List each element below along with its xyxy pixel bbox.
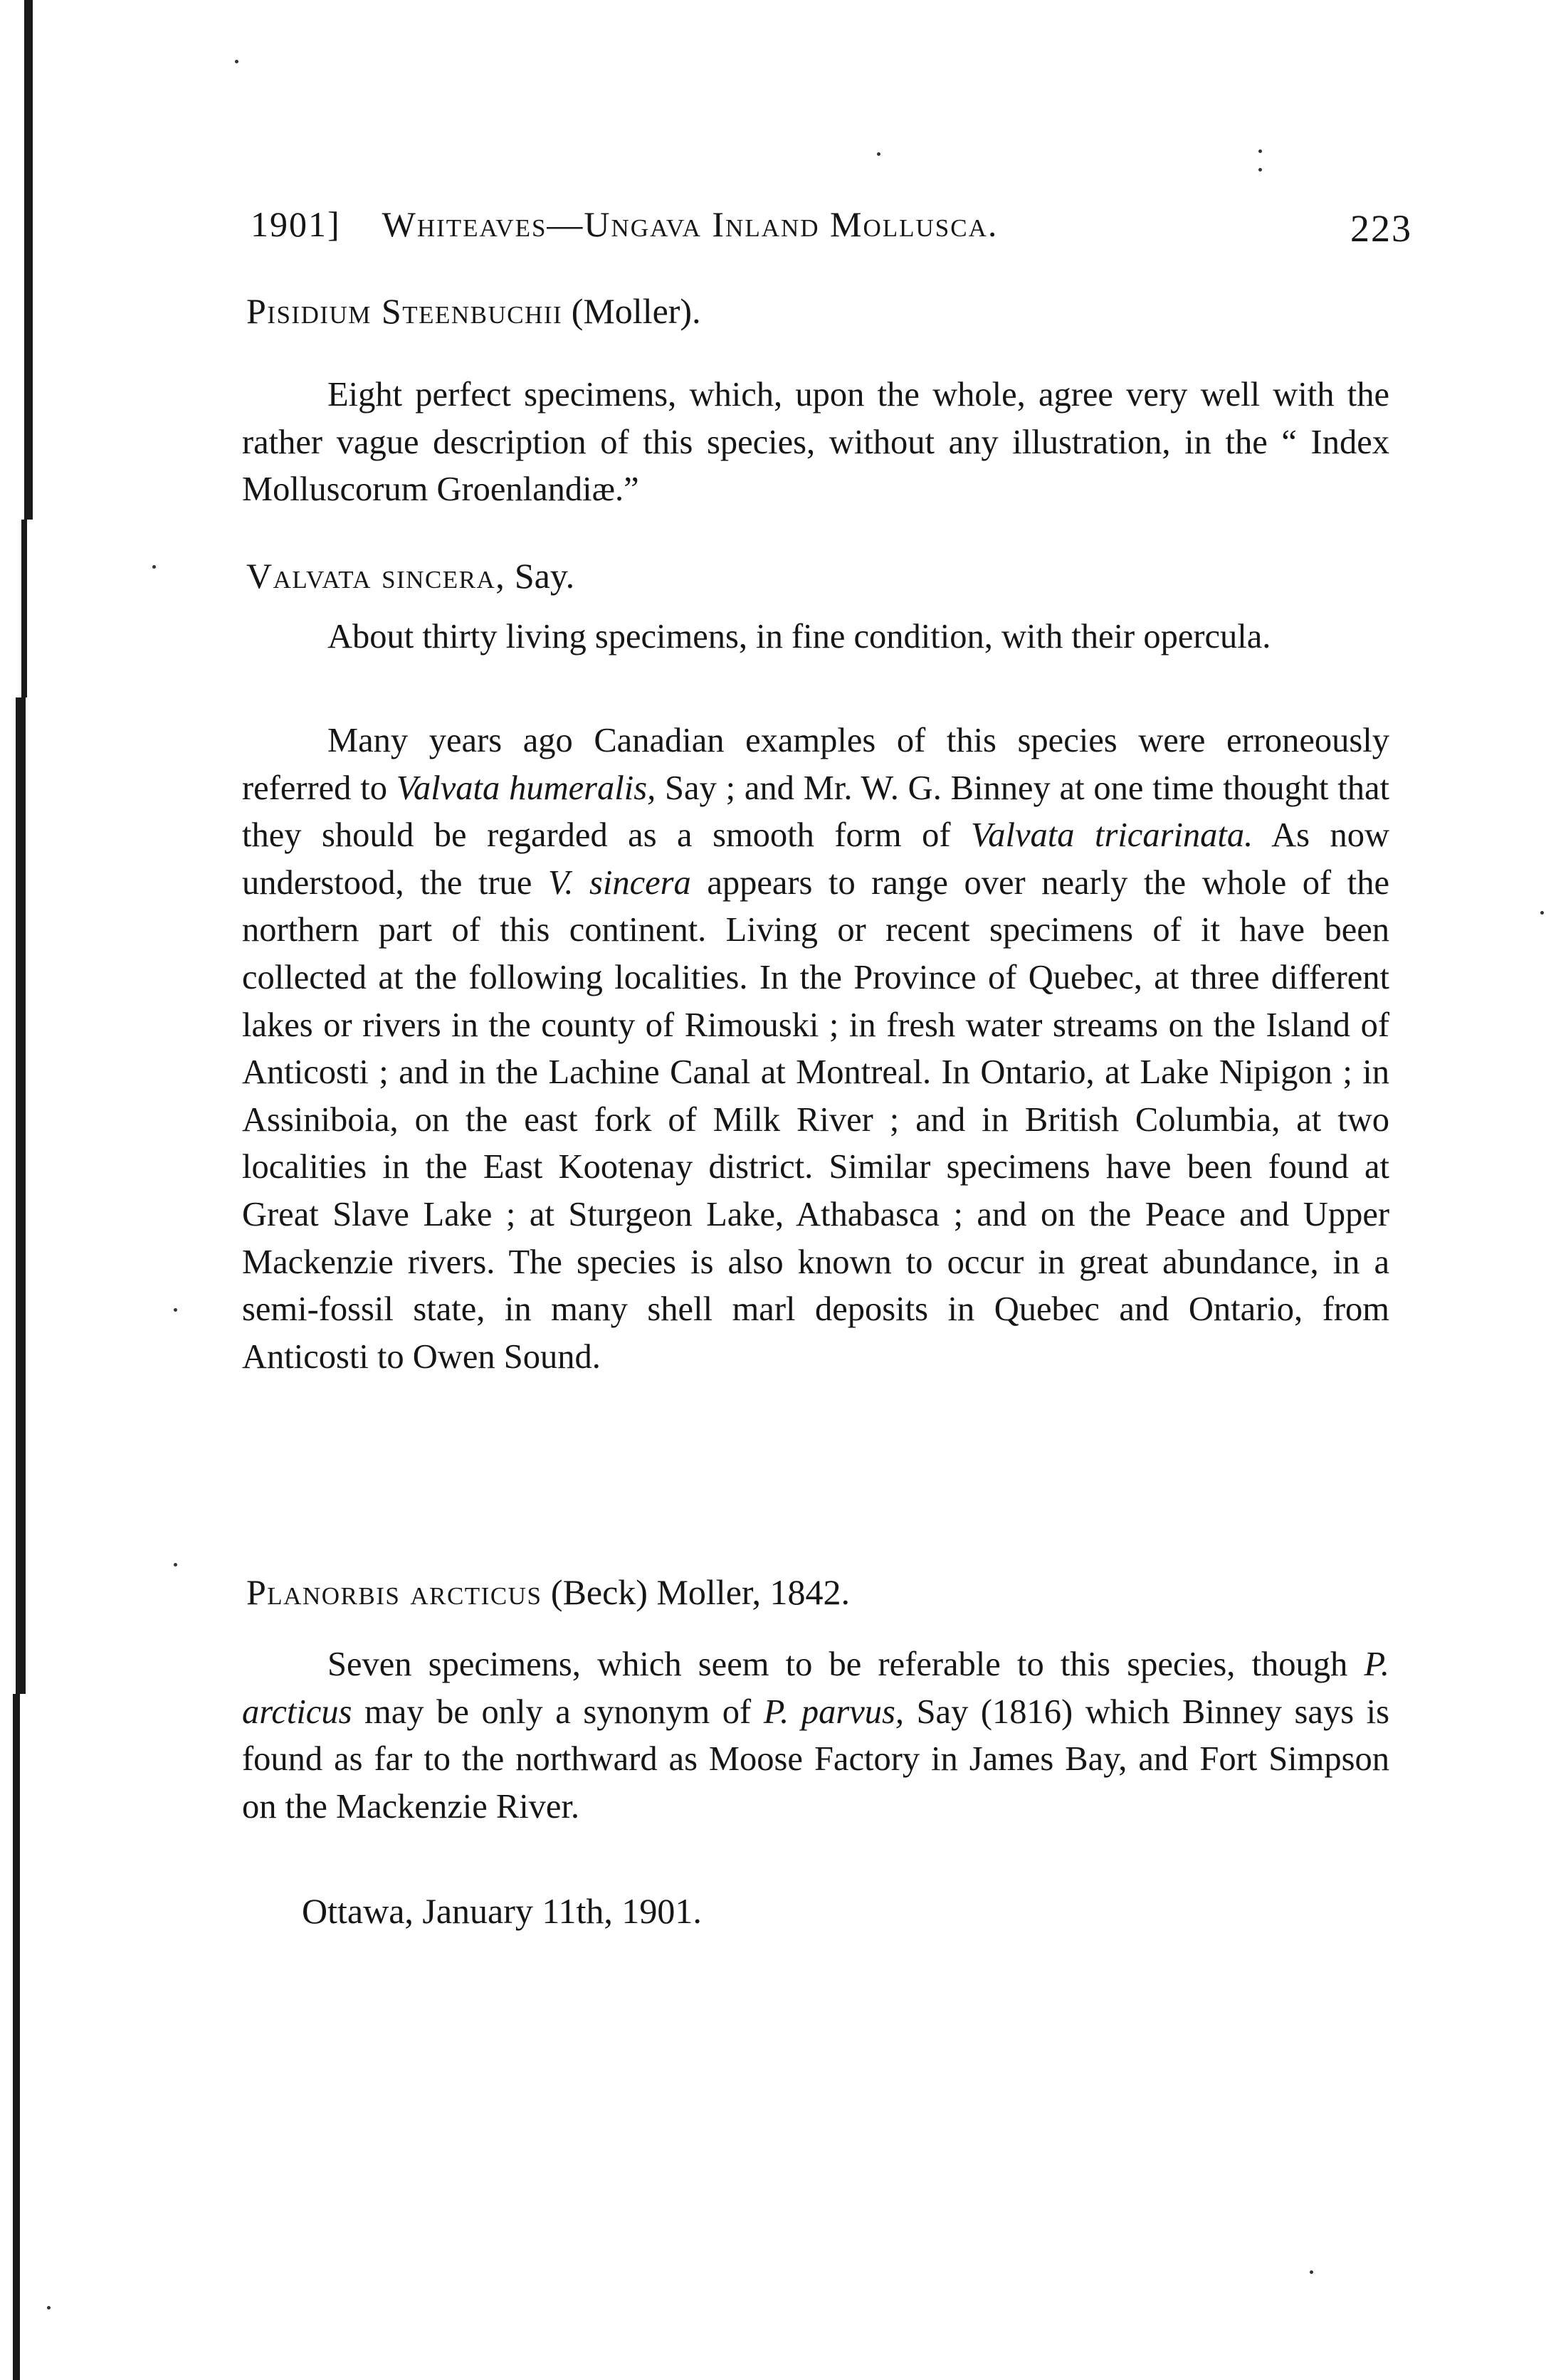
species-name: Pisidium Steenbuchii	[246, 291, 563, 331]
species-citation: Valvata humeralis,	[396, 769, 656, 807]
scan-speck	[1310, 2270, 1313, 2274]
species-authority: Say.	[514, 556, 575, 596]
species-citation: P. parvus,	[763, 1692, 904, 1731]
paragraph	[242, 717, 1389, 1381]
binding-edge	[24, 0, 33, 520]
species-name: Valvata sincera,	[246, 556, 506, 596]
paragraph	[242, 1641, 1389, 1831]
scan-speck	[1540, 911, 1544, 915]
species-citation: Valvata tricarinata.	[971, 816, 1253, 855]
binding-edge	[21, 520, 27, 697]
scan-speck	[1258, 149, 1262, 153]
species-citation: P. arcticus	[242, 1646, 1389, 1731]
binding-edge	[16, 697, 26, 1694]
header-left	[251, 204, 998, 245]
running-header	[251, 191, 1412, 255]
binding-edge	[13, 1694, 20, 2380]
header-title: Whiteaves—Ungava Inland Mollusca.	[382, 204, 999, 244]
species-name: Planorbis arcticus	[246, 1572, 542, 1612]
scan-speck	[174, 1563, 177, 1567]
scan-speck	[235, 60, 238, 63]
paragraph-text: appears to range over nearly the whole of the northern part of this continent. Living or recent specimens of it have been collected at the following localities. In the Province of Quebec, at three different lakes or rivers in the county of Rimouski ; in fresh water streams on the Island of Anticosti ; and in the Lachine Canal at Montreal. In Ontario, at Lake Nipigon ; in Assiniboia, on the east fork of Milk River ; and in British Columbia, at two localities in the East Kootenay district. Similar specimens have been found at Great Slave Lake ; at Sturgeon Lake, Athabasca ; and on the Peace and Upper Mackenzie rivers. The species is also known to occur in great abundance, in a semi-fossil state, in many shell marl deposits in Quebec and Ontario, from Anticosti to Owen Sound.	[242, 863, 1390, 1376]
species-authority: (Moller).	[571, 291, 701, 331]
signoff: Ottawa, January 11th, 1901.	[302, 1891, 702, 1931]
species-heading	[246, 555, 574, 596]
scan-speck	[152, 565, 156, 569]
page-number: 223	[1350, 207, 1412, 250]
species-citation: V. sincera	[547, 863, 691, 902]
header-year: 1901]	[251, 204, 341, 244]
species-authority: (Beck) Moller, 1842.	[550, 1572, 851, 1612]
scan-speck	[47, 2306, 51, 2310]
paragraph-text: may be only a synonym of	[352, 1692, 764, 1731]
scan-speck	[877, 152, 880, 156]
paragraph-text: As now understood, the true	[242, 816, 1389, 902]
paragraph: About thirty living specimens, in fine condition, with their opercula.	[327, 618, 1271, 655]
paragraph-text: Say (1816) which Binney says is found as far to the northward as Moose Factory in James Bay, and Fort Simpson on the Mackenzie River.	[242, 1692, 1390, 1826]
species-heading	[246, 1571, 850, 1613]
paragraph-text: Say ; and Mr. W. G. Binney at one time thought that they should be regarded as a smooth form of	[242, 769, 1389, 855]
paragraph-text: Seven specimens, which seem to be referable to this species, though	[327, 1646, 1364, 1683]
paragraph: Eight perfect specimens, which, upon the whole, agree very well with the rather vague description of this species, without any illustration, in the “ Index Molluscorum Groenlandiæ.”	[242, 376, 1389, 509]
species-heading	[246, 290, 701, 332]
scan-speck	[1258, 168, 1262, 172]
paragraph-text: Many years ago Canadian examples of this species were erroneously referred to	[242, 722, 1389, 807]
scan-speck	[174, 1308, 177, 1312]
